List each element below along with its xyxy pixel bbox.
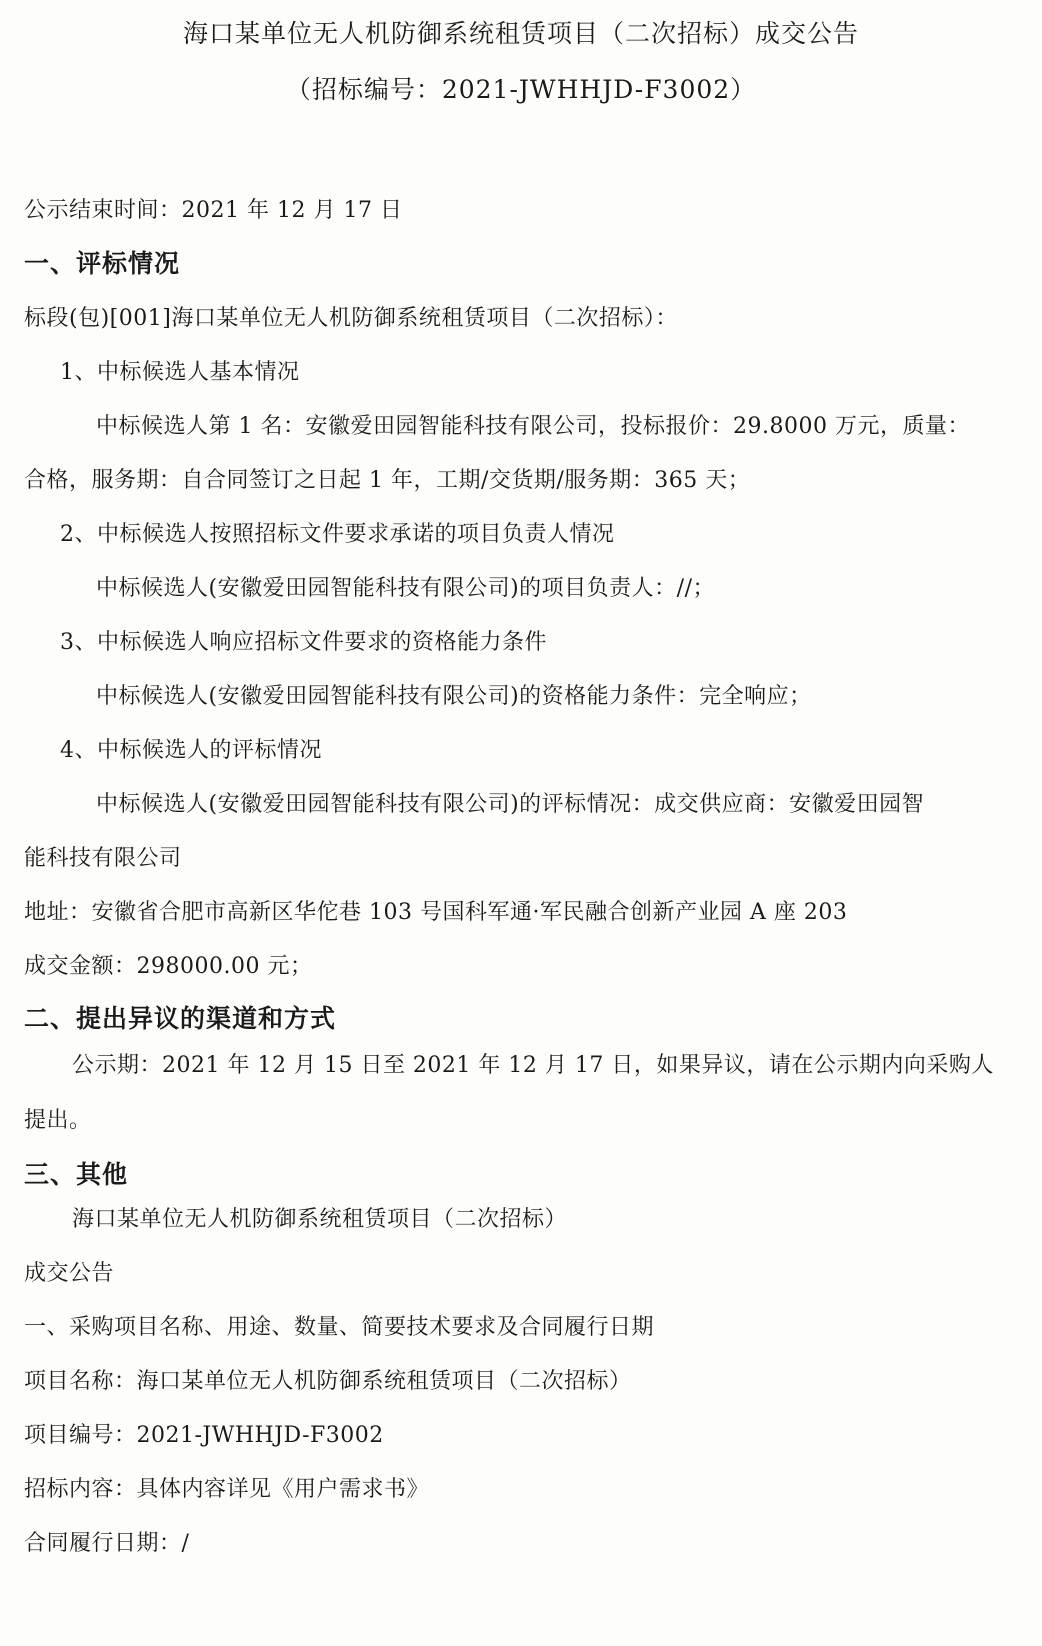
section1-heading: 一、评标情况 bbox=[24, 249, 181, 278]
project-name: 项目名称：海口某单位无人机防御系统租赁项目（二次招标） bbox=[24, 1369, 632, 1394]
document-title: 海口某单位无人机防御系统租赁项目（二次招标）成交公告 bbox=[182, 19, 859, 48]
other-project-title: 海口某单位无人机防御系统租赁项目（二次招标） bbox=[72, 1207, 568, 1232]
tender-content: 招标内容：具体内容详见《用户需求书》 bbox=[24, 1477, 430, 1502]
other-announcement-label: 成交公告 bbox=[24, 1261, 115, 1286]
section3-heading: 三、其他 bbox=[24, 1160, 129, 1189]
item3-body: 中标候选人(安徽爱田园智能科技有限公司)的资格能力条件：完全响应； bbox=[96, 684, 812, 709]
project-number: 项目编号：2021-JWHHJD-F3002 bbox=[24, 1423, 384, 1448]
objection-line2: 提出。 bbox=[24, 1108, 92, 1133]
winner-address: 地址：安徽省合肥市高新区华佗巷 103 号国科军通·军民融合创新产业园 A 座 203 bbox=[24, 900, 848, 925]
contract-date: 合同履行日期：/ bbox=[24, 1531, 190, 1556]
procurement-section-title: 一、采购项目名称、用途、数量、简要技术要求及合同履行日期 bbox=[24, 1315, 655, 1340]
item1-line1: 中标候选人第 1 名：安徽爱田园智能科技有限公司，投标报价：29.8000 万元，质量： bbox=[96, 414, 970, 439]
item3-title: 3、中标候选人响应招标文件要求的资格能力条件 bbox=[60, 630, 547, 655]
deal-amount: 成交金额：298000.00 元； bbox=[24, 954, 313, 979]
objection-line1: 公示期：2021 年 12 月 15 日至 2021 年 12 月 17 日，如果异议，请在公示期内向采购人 bbox=[72, 1053, 994, 1078]
publicity-end-time: 公示结束时间：2021 年 12 月 17 日 bbox=[24, 198, 403, 223]
item1-line2: 合格，服务期：自合同签订之日起 1 年，工期/交货期/服务期：365 天； bbox=[24, 468, 751, 493]
item2-title: 2、中标候选人按照招标文件要求承诺的项目负责人情况 bbox=[60, 522, 615, 547]
item4-line2: 能科技有限公司 bbox=[24, 846, 182, 871]
item4-line1: 中标候选人(安徽爱田园智能科技有限公司)的评标情况：成交供应商：安徽爱田园智 bbox=[96, 792, 925, 817]
tender-number: （招标编号：2021-JWHHJD-F3002） bbox=[285, 75, 757, 104]
section2-heading: 二、提出异议的渠道和方式 bbox=[24, 1004, 337, 1033]
lot-line: 标段(包)[001]海口某单位无人机防御系统租赁项目（二次招标）： bbox=[24, 306, 678, 331]
item1-title: 1、中标候选人基本情况 bbox=[60, 360, 300, 385]
item4-title: 4、中标候选人的评标情况 bbox=[60, 738, 322, 763]
item2-body: 中标候选人(安徽爱田园智能科技有限公司)的项目负责人：//； bbox=[96, 576, 715, 601]
